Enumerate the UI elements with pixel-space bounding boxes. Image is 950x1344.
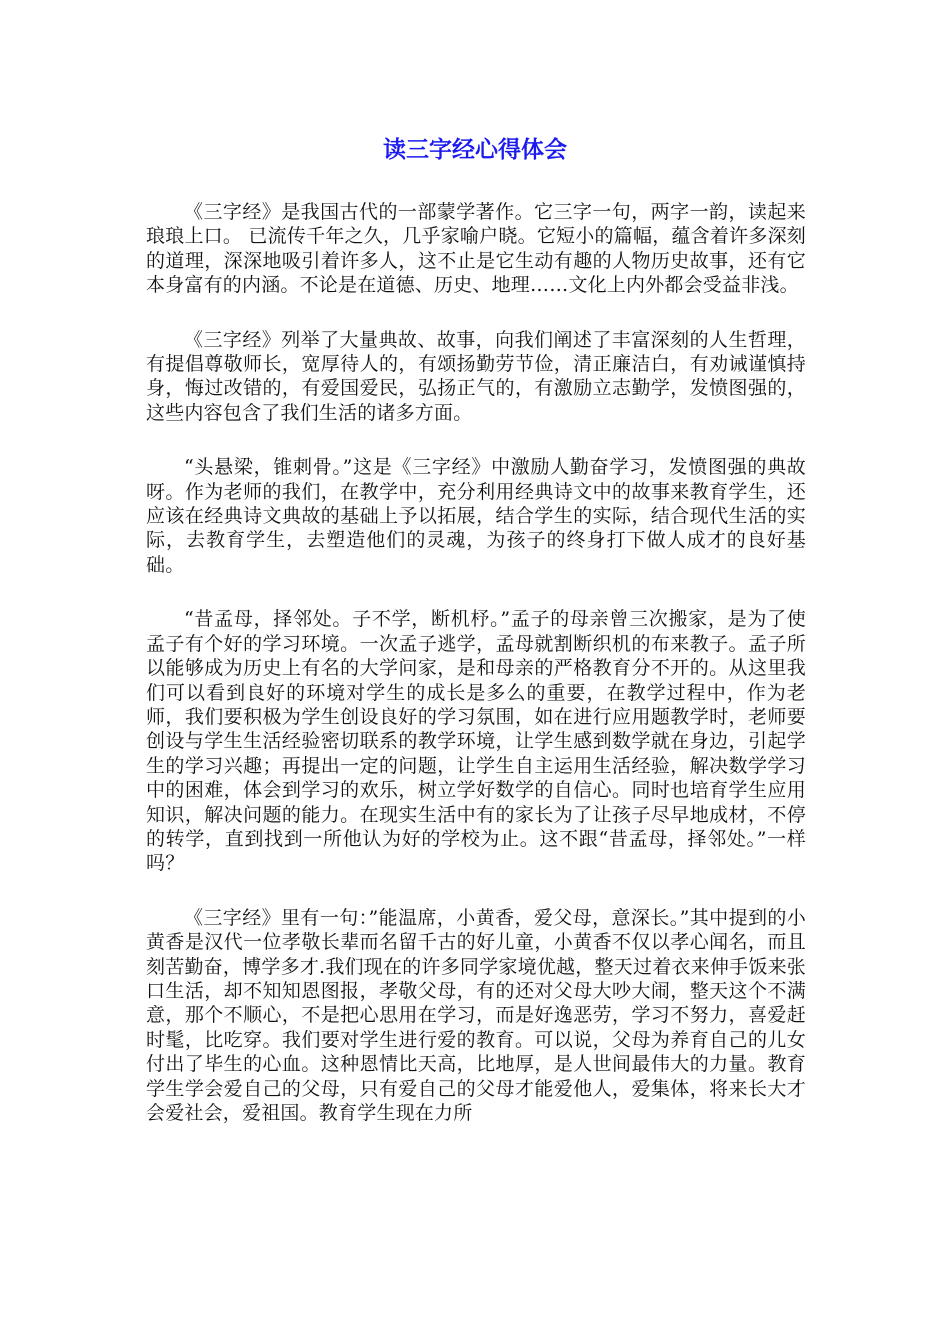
paragraph-5: 《三字经》里有一句：”能温席，小黄香，爱父母，意深长。”其中提到的小黄香是汉代一位孝敬长辈而名留千古的好儿童，小黄香不仅以孝心闻名，而且刻苦勤奋，博学多才.我们现在的许多同学家境优越，整天过着衣来伸手饭来张口生活，却不知知恩图报，孝敬父母，有的还对父母大吵大闹，整天这个不满意，那个不顺心，不是把心思用在学习，而是好逸恶劳，学习不努力，喜爱赶时髦，比吃穿。我们要对学生进行爱的教育。可以说，父母为养育自己的儿女付出了毕生的心血。这种恩情比天高，比地厚，是人世间最伟大的力量。教育学生学会爱自己的父母，只有爱自己的父母才能爱他人，爱集体，将来长大才会爱社会，爱祖国。教育学生现在力所 bbox=[146, 906, 806, 1124]
paragraph-4: “昔孟母，择邻处。子不学，断机杼。”孟子的母亲曾三次搬家，是为了使孟子有个好的学习环境。一次孟子逃学，孟母就割断织机的布来教子。孟子所以能够成为历史上有名的大学问家，是和母亲的严格教育分不开的。从这里我们可以看到良好的环境对学生的成长是多么的重要，在教学过程中，作为老师，我们要积极为学生创设良好的学习氛围，如在进行应用题教学时，老师要创设与学生生活经验密切联系的教学环境，让学生感到数学就在身边，引起学生的学习兴趣；再提出一定的问题，让学生自主运用生活经验，解决数学学习中的困难，体会到学习的欢乐，树立学好数学的自信心。同时也培育学生应用知识，解决问题的能力。在现实生活中有的家长为了让孩子尽早地成材，不停的转学，直到找到一所他认为好的学校为止。这不跟“昔孟母，择邻处。”一样吗？ bbox=[146, 608, 806, 875]
paragraph-3: “头悬梁，锥刺骨。”这是《三字经》中激励人勤奋学习，发愤图强的典故呀。作为老师的我们，在教学中，充分利用经典诗文中的故事来教育学生，还应该在经典诗文典故的基础上予以拓展，结合学生的实际，结合现代生活的实际，去教育学生，去塑造他们的灵魂，为孩子的终身打下做人成才的良好基础。 bbox=[146, 456, 806, 576]
document-title: 读三字经心得体会 bbox=[383, 137, 567, 163]
paragraph-2: 《三字经》列举了大量典故、故事，向我们阐述了丰富深刻的人生哲理，有提倡尊敬师长，宽厚待人的，有颂扬勤劳节俭，清正廉洁白，有劝诫谨慎持身，悔过改错的，有爱国爱民，弘扬正气的，有激励立志勤学，发愤图强的，这些内容包含了我们生活的诸多方面。 bbox=[146, 328, 806, 424]
document-body bbox=[146, 200, 806, 1155]
paragraph-1: 《三字经》是我国古代的一部蒙学著作。它三字一句，两字一韵，读起来琅琅上口。 已流传千年之久，几乎家喻户晓。它短小的篇幅，蕴含着许多深刻的道理，深深地吸引着许多人，这不止是它生动有趣的人物历史故事，还有它本身富有的内涵。不论是在道德、历史、地理……文化上内外都会受益非浅。 bbox=[146, 201, 806, 297]
